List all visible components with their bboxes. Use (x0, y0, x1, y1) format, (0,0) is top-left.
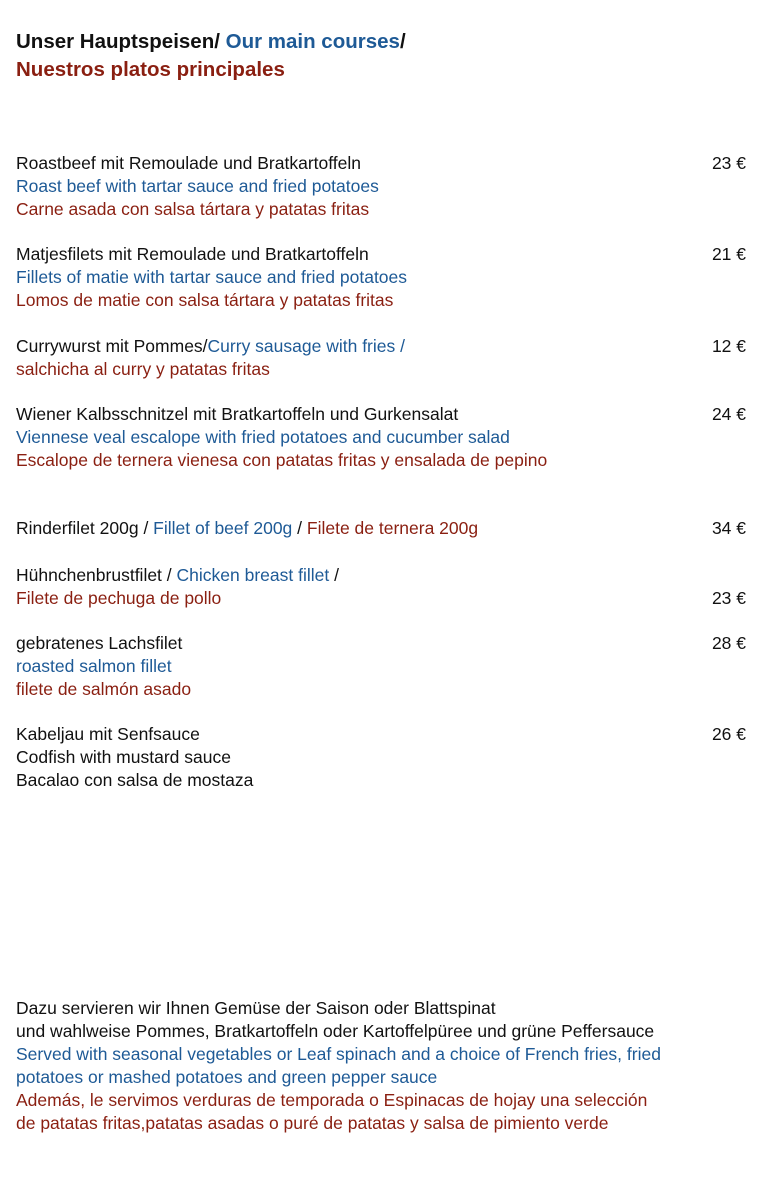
menu-item-name-en: Viennese veal escalope with fried potatoes and cucumber salad (16, 427, 510, 447)
menu-item-roastbeef (16, 152, 746, 221)
menu-item-name-es: Escalope de ternera vienesa con patatas fritas y ensalada de pepino (16, 450, 548, 470)
menu-item-price: 21 € (711, 244, 746, 264)
title-spanish: Nuestros platos principales (16, 58, 285, 81)
menu-item-name-de: Roastbeef mit Remoulade und Bratkartoffeln (16, 153, 362, 173)
title-english: Our main courses (225, 30, 400, 53)
page-title (16, 28, 406, 84)
menu-item-name-es: Bacalao con salsa de mostaza (16, 770, 254, 790)
menu-item-name-de: Wiener Kalbsschnitzel mit Bratkartoffeln und Gurkensalat (16, 404, 459, 424)
menu-item-currywurst (16, 335, 746, 381)
menu-item-name-de: Hühnchenbrustfilet / (16, 565, 177, 585)
note-german-line-2: und wahlweise Pommes, Bratkartoffeln oder Kartoffelpüree und grüne Peffersauce (16, 1021, 655, 1041)
side-dishes-note (16, 997, 754, 1135)
menu-item-name-en: Chicken breast fillet (176, 565, 330, 585)
menu-item-kabeljau (16, 723, 746, 792)
menu-item-price: 34 € (711, 518, 746, 538)
menu-item-price: 28 € (711, 633, 746, 653)
menu-item-name-en: roasted salmon fillet (16, 656, 172, 676)
menu-item-price: 24 € (711, 404, 746, 424)
menu-item-name-es: Lomos de matie con salsa tártara y patatas fritas (16, 290, 394, 310)
menu-item-name-en: Fillets of matie with tartar sauce and fried potatoes (16, 267, 408, 287)
menu-item-matjesfilets (16, 243, 746, 312)
menu-item-name-es: Filete de pechuga de pollo (16, 588, 222, 608)
note-spanish-line-1: Además, le servimos verduras de temporada o Espinacas de hojay una selección (16, 1090, 648, 1110)
menu-item-name-de: Rinderfilet 200g / (16, 518, 154, 538)
title-separator: / (399, 30, 406, 53)
note-english-line-1: Served with seasonal vegetables or Leaf spinach and a choice of French fries, fried (16, 1044, 661, 1064)
menu-item-name-en: Roast beef with tartar sauce and fried potatoes (16, 176, 379, 196)
menu-item-name-de: gebratenes Lachsfilet (16, 633, 183, 653)
menu-item-name-es: filete de salmón asado (16, 679, 192, 699)
menu-item-name-en: Curry sausage with fries / (207, 336, 405, 356)
menu-item-price: 12 € (711, 336, 746, 356)
menu-item-wiener-schnitzel (16, 403, 746, 472)
menu-item-name-es: Filete de ternera 200g (306, 518, 479, 538)
menu-item-huehnchenbrustfilet (16, 564, 746, 610)
menu-item-name-es: Carne asada con salsa tártara y patatas fritas (16, 199, 370, 219)
menu-item-name-en: Codfish with mustard sauce (16, 747, 231, 767)
menu-item-name-de: Currywurst mit Pommes/ (16, 336, 208, 356)
menu-item-price: 26 € (711, 724, 746, 744)
menu-item-rinderfilet (16, 517, 746, 540)
title-german: Unser Hauptspeisen/ (16, 30, 220, 53)
note-spanish-line-2: de patatas fritas,patatas asadas o puré de patatas y salsa de pimiento verde (16, 1113, 609, 1133)
menu-item-name-de: Matjesfilets mit Remoulade und Bratkartoffeln (16, 244, 369, 264)
menu-item-lachsfilet (16, 632, 746, 701)
note-english-line-2: potatoes or mashed potatoes and green pepper sauce (16, 1067, 438, 1087)
menu-item-price: 23 € (711, 153, 746, 173)
menu-item-name-en: Fillet of beef 200g (153, 518, 293, 538)
note-german-line-1: Dazu servieren wir Ihnen Gemüse der Saison oder Blattspinat (16, 998, 496, 1018)
menu-item-name-de: Kabeljau mit Senfsauce (16, 724, 200, 744)
menu-item-price: 23 € (711, 588, 746, 608)
menu-item-separator: / (292, 518, 307, 538)
menu-item-name-es: salchicha al curry y patatas fritas (16, 359, 270, 379)
menu-item-separator: / (329, 565, 339, 585)
